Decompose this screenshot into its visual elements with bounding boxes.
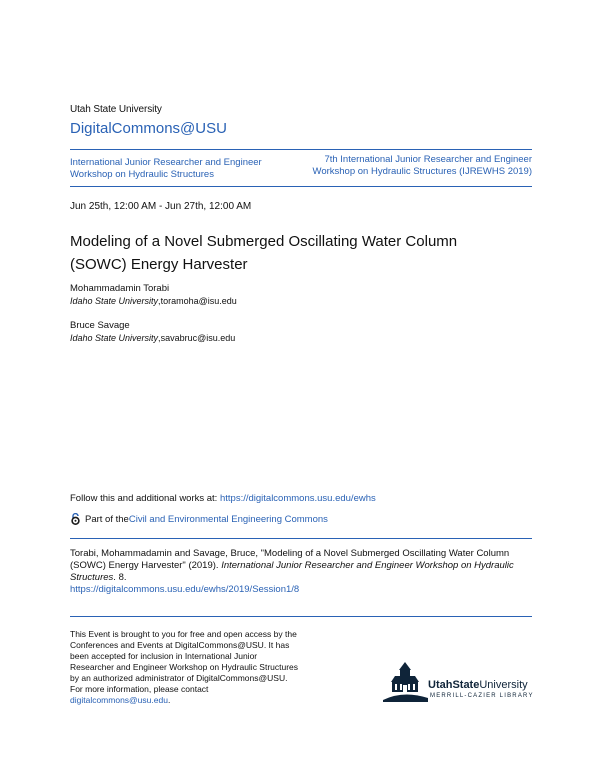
citation-suffix: . 8.: [113, 572, 127, 583]
event-dates: Jun 25th, 12:00 AM - Jun 27th, 12:00 AM: [70, 201, 252, 212]
open-access-icon: [70, 513, 81, 525]
follow-line: [70, 493, 376, 504]
logo-subtitle: MERRILL-CAZIER LIBRARY: [430, 693, 534, 699]
citation-journal: International Junior Researcher and Engineer Workshop on Hydraulic Structures: [70, 560, 514, 583]
recommended-citation: [70, 548, 532, 596]
paper-title: Modeling of a Novel Submerged Oscillating Water Column (SOWC) Energy Harvester: [70, 233, 458, 273]
logo-name-bold: UtahState: [428, 679, 480, 691]
affiliation-name: Idaho State University: [70, 333, 159, 343]
author-name: Bruce Savage: [70, 320, 130, 331]
header-rule-top: [70, 149, 532, 150]
repository-link[interactable]: DigitalCommons@USU: [70, 120, 227, 137]
affiliation-name: Idaho State University: [70, 296, 159, 306]
notice-text: This Event is brought to you for free and open access by the Conferences and Events at DigitalCommons@USU. It has been accepted for inclusion in International Junior Researcher and Engineer Workshop on Hydraulic Structures by an authorized administrator of DigitalCommons@USU. For more information, please contact: [70, 629, 299, 694]
header-rule-bottom: [70, 186, 532, 187]
follow-link[interactable]: https://digitalcommons.usu.edu/ewhs: [219, 493, 376, 504]
author-email: toramoha@isu.edu: [160, 296, 237, 306]
contact-email-link[interactable]: digitalcommons@usu.edu: [70, 695, 168, 705]
citation-text: Torabi, Mohammadamin and Savage, Bruce, "Modeling of a Novel Submerged Oscillating Water Column (SOWC) Energy Harvester" (2019).: [70, 548, 510, 571]
notice-end: .: [167, 695, 171, 705]
part-of-line: [70, 513, 328, 525]
author-affiliation: Idaho State University,savabruc@isu.edu: [70, 333, 236, 343]
author-email: savabruc@isu.edu: [160, 333, 236, 343]
part-of-text: Part of the: [85, 513, 129, 525]
follow-text: Follow this and additional works at:: [70, 493, 220, 504]
author-name: Mohammadamin Torabi: [70, 283, 170, 294]
conference-series-link[interactable]: International Junior Researcher and Engineer Workshop on Hydraulic Structures: [70, 157, 262, 180]
author-affiliation: Idaho State University,toramoha@isu.edu: [70, 296, 237, 306]
commons-link[interactable]: Civil and Environmental Engineering Commons: [128, 513, 328, 525]
notice-rule: [70, 616, 532, 617]
event-notice: [70, 629, 300, 706]
citation-link[interactable]: https://digitalcommons.usu.edu/ewhs/2019/Session1/8: [70, 584, 300, 595]
logo-name-regular: University: [479, 679, 528, 691]
logo-wordmark: [428, 679, 528, 691]
conference-event-link[interactable]: 7th International Junior Researcher and Engineer Workshop on Hydraulic Structures (IJREWHS 2019): [312, 154, 532, 177]
citation-rule: [70, 538, 532, 539]
university-name: Utah State University: [70, 104, 162, 115]
